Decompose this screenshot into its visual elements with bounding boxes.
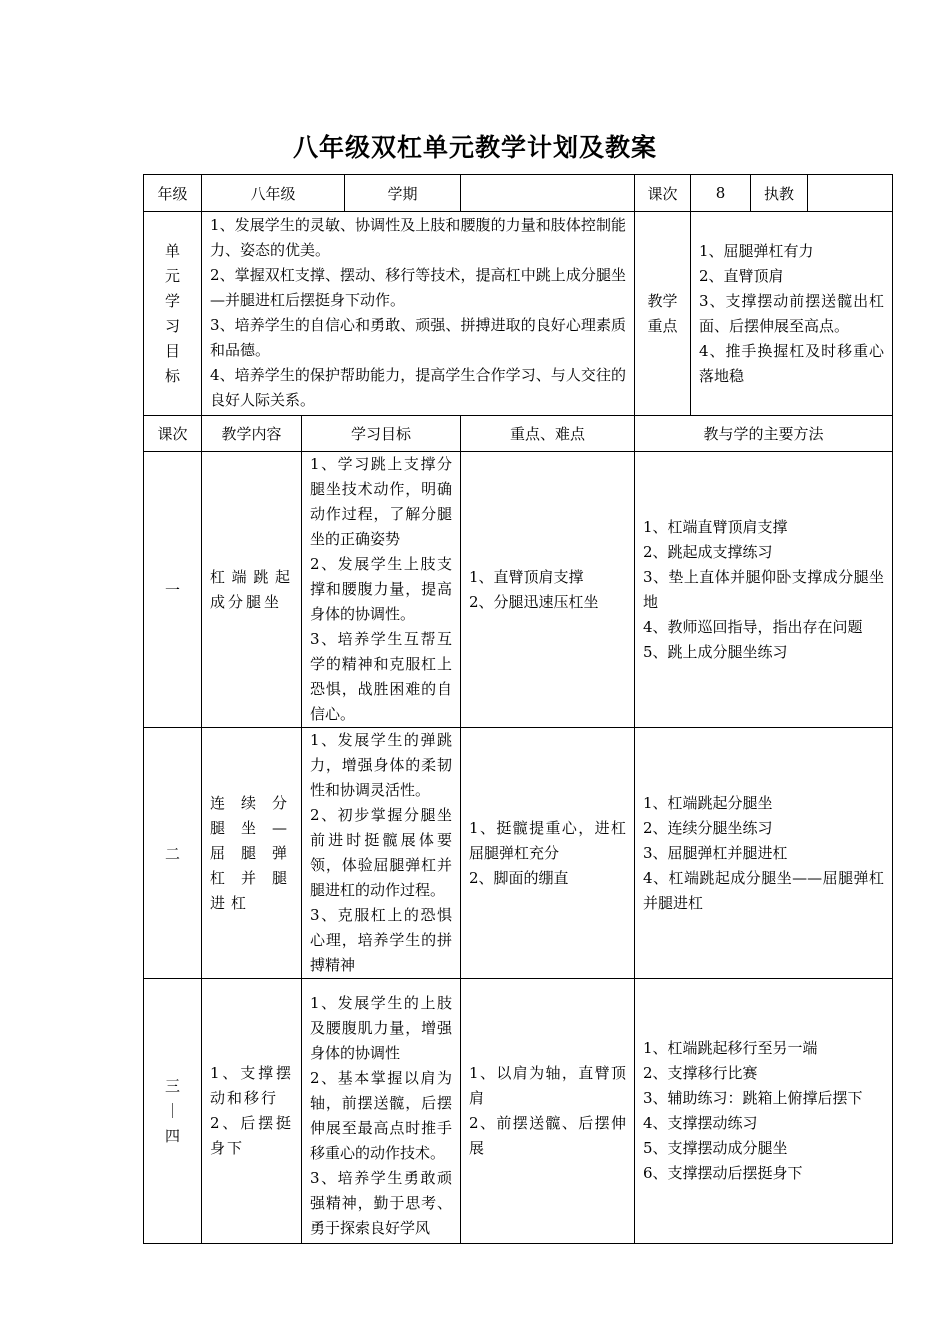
method-item: 5、支撑摆动成分腿坐 [643, 1139, 788, 1157]
lesson-number: 二 [144, 728, 202, 979]
objective-item: 1、发展学生的上肢及腰腹肌力量，增强身体的协调性 [310, 994, 453, 1062]
term-value [461, 175, 635, 212]
unit-goals-list [202, 212, 635, 416]
grade-value: 八年级 [202, 175, 345, 212]
key-points-label: 教学重点 [635, 212, 691, 416]
method-item: 1、杠端跳起分腿坐 [643, 793, 773, 812]
unit-goals-label: 单元学习目标 [144, 212, 202, 416]
unit-goal: 4、培养学生的保护帮助能力，提高学生合作学习、与人交往的良好人际关系。 [210, 366, 627, 409]
key-point: 2、直臂顶肩 [699, 266, 784, 285]
objective-item: 2、初步掌握分腿坐前进时挺髋展体要领，体验屈腿弹杠并腿进杠的动作过程。 [310, 806, 453, 899]
objective-item: 3、克服杠上的恐惧心理，培养学生的拼搏精神 [310, 906, 453, 974]
lesson-number-mid: ｜ [164, 1101, 180, 1120]
key-item: 2、分腿迅速压杠坐 [469, 592, 599, 611]
lesson-row [144, 452, 893, 728]
method-item: 5、跳上成分腿坐练习 [643, 642, 788, 661]
method-item: 3、屈腿弹杠并腿进杠 [643, 843, 788, 862]
col-content: 教学内容 [202, 416, 302, 452]
objective-item: 3、培养学生勇敢顽强精神，勤于思考、勇于探索良好学风 [310, 1169, 453, 1237]
lesson-number-bottom: 四 [164, 1126, 180, 1145]
lessons-label: 课次 [635, 175, 691, 212]
column-header-row [144, 416, 893, 452]
key-point: 4、推手换握杠及时移重心落地稳 [699, 341, 885, 385]
unit-goals-row [144, 212, 893, 416]
method-item: 3、辅助练习：跳箱上俯撑后摆下 [643, 1089, 863, 1107]
lesson-keys [461, 452, 635, 728]
lesson-content: 连续分腿坐—屈腿弹杠并腿进杠 [202, 728, 302, 979]
method-item: 1、杠端直臂顶肩支撑 [643, 517, 788, 536]
teacher-value [808, 175, 893, 212]
objective-item: 1、学习跳上支撑分腿坐技术动作，明确动作过程，了解分腿坐的正确姿势 [310, 455, 453, 548]
page-title: 八年级双杠单元教学计划及教案 [292, 133, 657, 162]
lesson-keys [461, 728, 635, 979]
header-row [144, 175, 893, 212]
lesson-objectives [302, 728, 461, 979]
key-item: 1、直臂顶肩支撑 [469, 567, 584, 586]
key-point: 1、屈腿弹杠有力 [699, 241, 814, 260]
key-point: 3、支撑摆动前摆送髋出杠面、后摆伸展至高点。 [699, 291, 885, 335]
term-label: 学期 [345, 175, 461, 212]
method-item: 4、支撑摆动练习 [643, 1114, 758, 1132]
lesson-methods [635, 728, 893, 979]
key-item: 1、以肩为轴，直臂顶肩 [469, 1064, 627, 1107]
objective-item: 1、发展学生的弹跳力，增强身体的柔韧性和协调灵活性。 [310, 731, 453, 799]
method-item: 3、垫上直体并腿仰卧支撑成分腿坐地 [643, 567, 885, 611]
lesson-objectives [302, 452, 461, 728]
col-methods: 教与学的主要方法 [635, 416, 893, 452]
lesson-plan-table [143, 174, 893, 1244]
lesson-number: 一 [144, 452, 202, 728]
objective-item: 2、基本掌握以肩为轴，前摆送髋，后摆伸展至最高点时推手移重心的动作技术。 [310, 1069, 453, 1162]
lesson-content: 杠端跳起成分腿坐 [202, 452, 302, 728]
key-points-list [691, 212, 893, 416]
unit-goal: 3、培养学生的自信心和勇敢、顽强、拼搏进取的良好心理素质和品德。 [210, 316, 627, 359]
lesson-row [144, 979, 893, 1244]
lesson-content [202, 979, 302, 1244]
lessons-value: 8 [691, 175, 751, 212]
grade-label: 年级 [144, 175, 202, 212]
lesson-methods [635, 979, 893, 1244]
col-objectives: 学习目标 [302, 416, 461, 452]
method-item: 1、杠端跳起移行至另一端 [643, 1039, 818, 1057]
method-item: 2、支撑移行比赛 [643, 1064, 758, 1082]
unit-goal: 1、发展学生的灵敏、协调性及上肢和腰腹的力量和肢体控制能力、姿态的优美。 [210, 216, 627, 259]
lesson-number-top: 三 [164, 1076, 180, 1095]
lesson-methods [635, 452, 893, 728]
lesson-number [144, 979, 202, 1244]
method-item: 2、连续分腿坐练习 [643, 818, 773, 837]
col-key-difficult: 重点、难点 [461, 416, 635, 452]
content-item: 2、后摆挺身下 [210, 1114, 293, 1157]
content-item: 1、支撑摆动和移行 [210, 1064, 293, 1107]
lesson-keys [461, 979, 635, 1244]
lesson-objectives [302, 979, 461, 1244]
key-item: 2、前摆送髋、后摆伸展 [469, 1114, 627, 1157]
key-item: 1、挺髋提重心，进杠屈腿弹杠充分 [469, 818, 627, 862]
col-lesson-no: 课次 [144, 416, 202, 452]
objective-item: 3、培养学生互帮互学的精神和克服杠上恐惧，战胜困难的自信心。 [310, 630, 453, 723]
teacher-label: 执教 [751, 175, 808, 212]
unit-goal: 2、掌握双杠支撑、摆动、移行等技术，提高杠中跳上成分腿坐—并腿进杠后摆挺身下动作。 [210, 266, 627, 309]
objective-item: 2、发展学生上肢支撑和腰腹力量，提高身体的协调性。 [310, 555, 453, 623]
method-item: 4、教师巡回指导，指出存在问题 [643, 617, 863, 636]
lesson-row [144, 728, 893, 979]
method-item: 4、杠端跳起成分腿坐——屈腿弹杠并腿进杠 [643, 868, 885, 912]
method-item: 2、跳起成支撑练习 [643, 542, 773, 561]
method-item: 6、支撑摆动后摆挺身下 [643, 1164, 803, 1182]
key-item: 2、脚面的绷直 [469, 868, 569, 887]
